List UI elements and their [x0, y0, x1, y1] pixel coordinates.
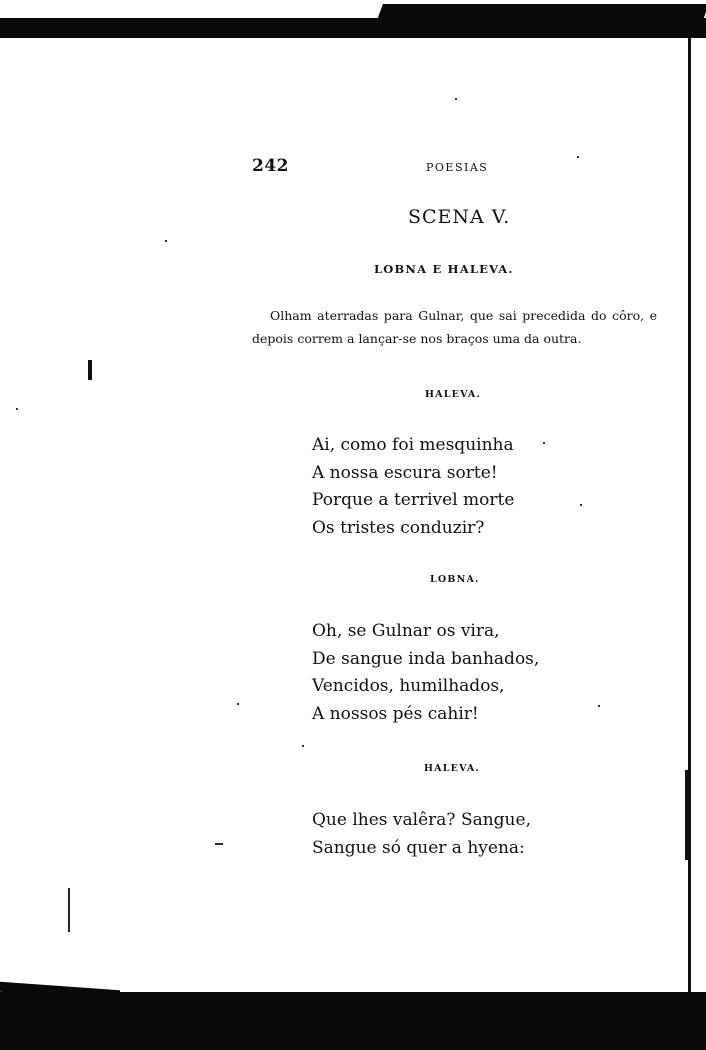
scan-border-bottom — [0, 992, 706, 1050]
ink-mark — [68, 888, 70, 932]
verse-line: Oh, se Gulnar os vira, — [312, 621, 500, 641]
ink-speck — [598, 705, 600, 707]
page-spine-shadow-thick — [685, 770, 689, 860]
stage-direction: Olham aterradas para Gulnar, que sai precedida do côro, e depois correm a lançar-se nos braços uma da outra. — [252, 308, 657, 346]
speaker-name: HALEVA. — [424, 763, 480, 774]
verse-line: A nossa escura sorte! — [312, 462, 498, 483]
verse-line: Sangue só quer a hyena: — [312, 837, 525, 858]
verse-line: Vencidos, humilhados, — [312, 676, 505, 696]
ink-speck — [165, 240, 167, 242]
ink-speck — [237, 703, 239, 705]
speaker-name: HALEVA. — [425, 389, 481, 400]
scan-border-top — [0, 18, 706, 38]
ink-speck — [455, 98, 457, 100]
verse-stanza — [312, 807, 531, 862]
verse-line: Ai, como foi mesquinha — [312, 435, 514, 455]
page-header — [252, 156, 572, 180]
verse-line: Que lhes valêra? Sangue, — [312, 810, 531, 830]
ink-speck — [302, 745, 304, 747]
ink-mark — [88, 360, 92, 380]
ink-speck — [16, 408, 18, 410]
scene-title: SCENA V. — [408, 206, 511, 228]
ink-speck — [580, 504, 582, 506]
ink-speck — [215, 843, 223, 845]
speaker-name: LOBNA. — [430, 574, 480, 585]
scene-characters: LOBNA E HALEVA. — [374, 262, 514, 276]
page-number: 242 — [252, 156, 289, 176]
verse-stanza — [312, 432, 514, 542]
running-head: POESIAS — [426, 161, 489, 174]
verse-stanza — [312, 618, 539, 728]
verse-line: Os tristes conduzir? — [312, 517, 485, 538]
ink-speck — [577, 156, 579, 158]
verse-line: De sangue inda banhados, — [312, 648, 540, 669]
ink-speck — [543, 442, 545, 444]
verse-line: A nossos pés cahir! — [312, 703, 479, 724]
verse-line: Porque a terrivel morte — [312, 490, 515, 510]
scan-border-top-edge — [377, 4, 706, 20]
